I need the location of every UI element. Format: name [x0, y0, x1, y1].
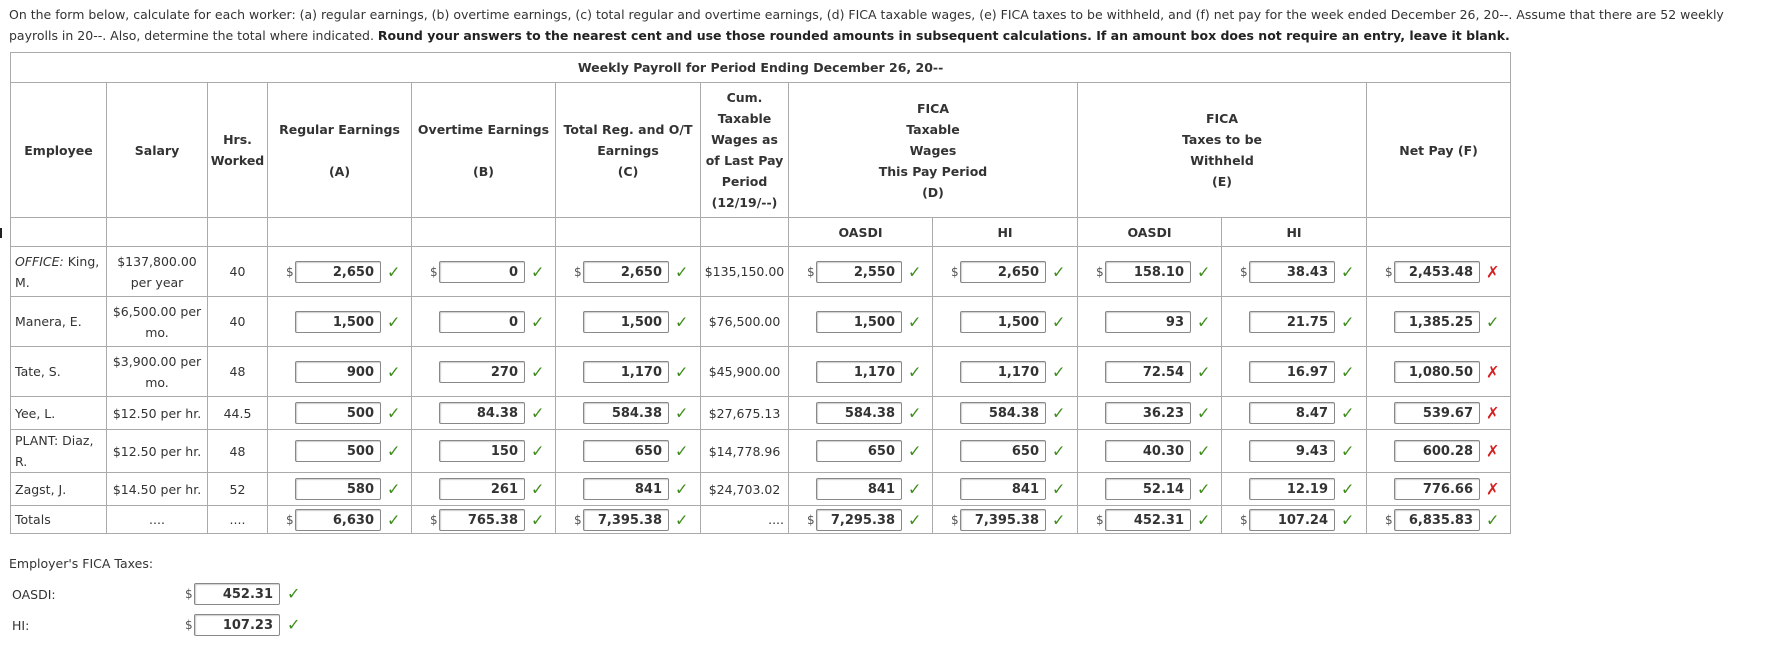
check-icon: ✓: [908, 441, 922, 461]
wages-oasdi-cell: [789, 297, 933, 347]
dollar-sign: $: [430, 512, 438, 527]
wages-oasdi-input[interactable]: 1,170: [816, 361, 902, 383]
check-icon: ✓: [531, 479, 545, 499]
overtime-cell: [412, 473, 556, 506]
table-row: [11, 347, 1511, 397]
net-input[interactable]: 1,385.25: [1394, 311, 1480, 333]
hours-worked: 48: [208, 347, 268, 397]
tax-oasdi-input[interactable]: 158.10: [1105, 261, 1191, 283]
regular-cell: [268, 397, 412, 430]
salary: $6,500.00 per mo.: [107, 297, 208, 347]
wages-oasdi-cell: [789, 473, 933, 506]
employee-name-text: Tate, S.: [15, 364, 61, 379]
net-input[interactable]: 776.66: [1394, 478, 1480, 500]
dollar-sign: $: [951, 264, 959, 279]
net-cell: [1367, 430, 1511, 473]
header-overtime: Overtime Earnings (B): [412, 83, 556, 218]
dollar-sign: $: [1240, 512, 1248, 527]
check-icon: ✓: [387, 479, 401, 499]
header-salary: Salary: [107, 83, 208, 218]
wages-hi-cell: [933, 430, 1078, 473]
check-icon: ✓: [908, 312, 922, 331]
check-icon: ✓: [1052, 441, 1066, 461]
hours-worked: 48: [208, 430, 268, 473]
total-tax-hi-input[interactable]: 107.24: [1249, 509, 1335, 531]
subheader-wages-oasdi: OASDI: [789, 218, 933, 247]
check-icon: ✓: [1197, 403, 1211, 423]
total-input[interactable]: 1,500: [583, 311, 669, 333]
employee-name: [11, 430, 107, 473]
check-icon: ✓: [531, 312, 545, 331]
total-wages-hi-input[interactable]: 7,395.38: [960, 509, 1046, 531]
check-icon: ✓: [1486, 510, 1500, 529]
total-net-input[interactable]: 6,835.83: [1394, 509, 1480, 531]
check-icon: ✓: [908, 510, 922, 529]
check-icon: ✓: [1341, 510, 1355, 529]
left-edge-marker: [0, 228, 2, 238]
employer-oasdi-input[interactable]: 452.31: [194, 583, 280, 605]
employee-name: [11, 297, 107, 347]
overtime-input[interactable]: 270: [439, 361, 525, 383]
employer-oasdi-label: OASDI:: [12, 587, 56, 602]
total-cell: [556, 430, 701, 473]
wages-oasdi-input[interactable]: 1,500: [816, 311, 902, 333]
tax-oasdi-cell: [1078, 473, 1222, 506]
total-regular-input[interactable]: 6,630: [295, 509, 381, 531]
tax-oasdi-input[interactable]: 52.14: [1105, 478, 1191, 500]
tax-hi-input[interactable]: 16.97: [1249, 361, 1335, 383]
net-cell: [1367, 347, 1511, 397]
check-icon: ✓: [675, 510, 689, 529]
check-icon: ✓: [1341, 362, 1355, 381]
check-icon: ✓: [675, 362, 689, 381]
regular-input[interactable]: 500: [295, 440, 381, 462]
employee-name-text: King, M.: [15, 253, 100, 290]
net-cell: [1367, 473, 1511, 506]
tax-hi-cell: [1222, 297, 1367, 347]
employee-name: [11, 473, 107, 506]
wages-hi-input[interactable]: 1,500: [960, 311, 1046, 333]
total-cell: [556, 247, 701, 297]
wages-hi-input[interactable]: 841: [960, 478, 1046, 500]
dollar-sign: $: [185, 618, 193, 632]
check-icon: ✓: [908, 479, 922, 499]
net-cell: [1367, 297, 1511, 347]
tax-hi-cell: [1222, 347, 1367, 397]
check-icon: ✓: [1052, 510, 1066, 529]
table-row: [11, 397, 1511, 430]
subheader-wages-hi: HI: [933, 218, 1078, 247]
check-icon: ✓: [675, 262, 689, 281]
dollar-sign: $: [574, 512, 582, 527]
total-regular-cell: [268, 506, 412, 534]
check-icon: ✓: [287, 584, 301, 603]
employee-name-text: PLANT: Diaz, R.: [15, 433, 94, 469]
check-icon: ✓: [531, 441, 545, 461]
overtime-input[interactable]: 0: [439, 311, 525, 333]
check-icon: ✓: [387, 312, 401, 331]
wages-hi-input[interactable]: 650: [960, 440, 1046, 462]
check-icon: ✓: [387, 362, 401, 381]
regular-input[interactable]: 2,650: [295, 261, 381, 283]
table-row: [11, 430, 1511, 473]
hours-worked: 40: [208, 247, 268, 297]
total-net-cell: [1367, 506, 1511, 534]
dollar-sign: $: [807, 512, 815, 527]
wages-hi-input[interactable]: 1,170: [960, 361, 1046, 383]
subheader-taxes-hi: HI: [1222, 218, 1367, 247]
wages-oasdi-input[interactable]: 584.38: [816, 402, 902, 424]
hours-worked: 44.5: [208, 397, 268, 430]
check-icon: ✓: [1197, 262, 1211, 281]
hours-worked: 40: [208, 297, 268, 347]
dollar-sign: $: [574, 264, 582, 279]
dollar-sign: $: [951, 512, 959, 527]
header-employee: Employee: [11, 83, 107, 218]
check-icon: ✓: [387, 403, 401, 423]
table-row: [11, 247, 1511, 297]
table-row: [11, 473, 1511, 506]
employee-name: [11, 397, 107, 430]
check-icon: ✓: [675, 479, 689, 499]
net-cell: [1367, 397, 1511, 430]
dollar-sign: $: [1240, 264, 1248, 279]
tax-oasdi-input[interactable]: 40.30: [1105, 440, 1191, 462]
check-icon: ✓: [1052, 403, 1066, 423]
overtime-cell: [412, 247, 556, 297]
check-icon: ✓: [675, 312, 689, 331]
overtime-input[interactable]: 0: [439, 261, 525, 283]
net-input[interactable]: 2,453.48: [1394, 261, 1480, 283]
cumulative-wages: $24,703.02: [701, 473, 789, 506]
dollar-sign: $: [1096, 512, 1104, 527]
hours-worked: 52: [208, 473, 268, 506]
cumulative-wages: $45,900.00: [701, 347, 789, 397]
cross-icon: ✗: [1486, 441, 1500, 461]
regular-cell: [268, 347, 412, 397]
overtime-input[interactable]: 84.38: [439, 402, 525, 424]
total-input[interactable]: 650: [583, 440, 669, 462]
instructions-text: On the form below, calculate for each worker: (a) regular earnings, (b) overtime earnings, (c) total regular and overtime earnings, (d) FICA taxable wages, (e) FICA taxes to be withheld, and (f) net pay for the week ended December 26, 20--. Assume that there are 52 weekly payrolls in 20--. Also, determine the total where indicated.: [9, 7, 1724, 43]
salary: $12.50 per hr.: [107, 397, 208, 430]
dollar-sign: $: [286, 264, 294, 279]
total-input[interactable]: 584.38: [583, 402, 669, 424]
department-label: OFFICE:: [15, 253, 64, 269]
salary: $12.50 per hr.: [107, 430, 208, 473]
cumulative-wages: $27,675.13: [701, 397, 789, 430]
header-cumulative: Cum. Taxable Wages as of Last Pay Period (12/19/--): [701, 83, 789, 218]
employee-name-text: Zagst, J.: [15, 481, 67, 497]
total-wages-oasdi-cell: [789, 506, 933, 534]
net-input[interactable]: 600.28: [1394, 440, 1480, 462]
dollar-sign: $: [1096, 264, 1104, 279]
employee-name-text: Yee, L.: [15, 405, 56, 421]
net-input[interactable]: 1,080.50: [1394, 361, 1480, 383]
check-icon: ✓: [1341, 441, 1355, 461]
instructions-bold-text: Round your answers to the nearest cent and use those rounded amounts in subsequent calculations. If an amount box does not require an entry, leave it blank.: [377, 28, 1510, 43]
check-icon: ✓: [1052, 362, 1066, 381]
wages-hi-input[interactable]: 584.38: [960, 402, 1046, 424]
total-total-input[interactable]: 7,395.38: [583, 509, 669, 531]
header-hours: Hrs. Worked: [208, 83, 268, 218]
wages-hi-cell: [933, 297, 1078, 347]
wages-hi-cell: [933, 397, 1078, 430]
regular-cell: [268, 473, 412, 506]
salary: $3,900.00 per mo.: [107, 347, 208, 397]
tax-oasdi-cell: [1078, 430, 1222, 473]
check-icon: ✓: [287, 615, 301, 634]
regular-input[interactable]: 1,500: [295, 311, 381, 333]
check-icon: ✓: [1197, 441, 1211, 461]
employee-name: [11, 347, 107, 397]
check-icon: ✓: [387, 441, 401, 461]
cumulative-wages: $14,778.96: [701, 430, 789, 473]
overtime-cell: [412, 347, 556, 397]
wages-oasdi-cell: [789, 430, 933, 473]
tax-hi-cell: [1222, 397, 1367, 430]
total-tax-oasdi-cell: [1078, 506, 1222, 534]
overtime-cell: [412, 297, 556, 347]
tax-oasdi-cell: [1078, 347, 1222, 397]
check-icon: ✓: [1197, 362, 1211, 381]
regular-cell: [268, 247, 412, 297]
net-input[interactable]: 539.67: [1394, 402, 1480, 424]
check-icon: ✓: [1197, 479, 1211, 499]
header-fica-wages: FICA Taxable Wages This Pay Period (D): [789, 83, 1078, 218]
wages-oasdi-input[interactable]: 650: [816, 440, 902, 462]
total-tax-hi-cell: [1222, 506, 1367, 534]
tax-oasdi-input[interactable]: 72.54: [1105, 361, 1191, 383]
check-icon: ✓: [387, 510, 401, 529]
check-icon: ✓: [531, 362, 545, 381]
check-icon: ✓: [1052, 479, 1066, 499]
cross-icon: ✗: [1486, 262, 1500, 281]
tax-oasdi-cell: [1078, 297, 1222, 347]
tax-hi-input[interactable]: 8.47: [1249, 402, 1335, 424]
net-cell: [1367, 247, 1511, 297]
header-net-pay: Net Pay (F): [1367, 83, 1511, 218]
check-icon: ✓: [1052, 262, 1066, 281]
tax-oasdi-input[interactable]: 93: [1105, 311, 1191, 333]
regular-cell: [268, 430, 412, 473]
tax-oasdi-input[interactable]: 36.23: [1105, 402, 1191, 424]
employee-name: [11, 247, 107, 297]
check-icon: ✓: [1197, 510, 1211, 529]
tax-hi-input[interactable]: 9.43: [1249, 440, 1335, 462]
wages-oasdi-cell: [789, 397, 933, 430]
employer-hi-label: HI:: [12, 618, 30, 633]
wages-hi-cell: [933, 247, 1078, 297]
header-total: Total Reg. and O/T Earnings (C): [556, 83, 701, 218]
table-row: [11, 297, 1511, 347]
total-wages-oasdi-input[interactable]: 7,295.38: [816, 509, 902, 531]
total-cell: [556, 473, 701, 506]
check-icon: ✓: [1341, 403, 1355, 423]
check-icon: ✓: [675, 441, 689, 461]
check-icon: ✓: [1486, 312, 1500, 331]
total-cell: [556, 347, 701, 397]
wages-oasdi-cell: [789, 347, 933, 397]
check-icon: ✓: [387, 262, 401, 281]
regular-cell: [268, 297, 412, 347]
total-cell: [556, 297, 701, 347]
tax-hi-cell: [1222, 430, 1367, 473]
total-cell: [556, 397, 701, 430]
tax-hi-input[interactable]: 12.19: [1249, 478, 1335, 500]
payroll-table: [10, 52, 1511, 534]
total-input[interactable]: 2,650: [583, 261, 669, 283]
employer-hi-input[interactable]: 107.23: [194, 614, 280, 636]
overtime-cell: [412, 397, 556, 430]
tax-oasdi-cell: [1078, 397, 1222, 430]
cross-icon: ✗: [1486, 403, 1500, 423]
employee-name-text: Manera, E.: [15, 314, 82, 329]
employer-fica-title: Employer's FICA Taxes:: [9, 556, 154, 571]
tax-hi-input[interactable]: 38.43: [1249, 261, 1335, 283]
check-icon: ✓: [675, 403, 689, 423]
cumulative-wages: $76,500.00: [701, 297, 789, 347]
check-icon: ✓: [908, 362, 922, 381]
cumulative-wages: $135,150.00: [701, 247, 789, 297]
tax-oasdi-cell: [1078, 247, 1222, 297]
salary: $14.50 per hr.: [107, 473, 208, 506]
wages-hi-input[interactable]: 2,650: [960, 261, 1046, 283]
check-icon: ✓: [1197, 312, 1211, 331]
dollar-sign: $: [1385, 512, 1393, 527]
check-icon: ✓: [908, 403, 922, 423]
tax-hi-cell: [1222, 247, 1367, 297]
total-tax-oasdi-input[interactable]: 452.31: [1105, 509, 1191, 531]
regular-input[interactable]: 500: [295, 402, 381, 424]
tax-hi-input[interactable]: 21.75: [1249, 311, 1335, 333]
total-input[interactable]: 1,170: [583, 361, 669, 383]
dollar-sign: $: [1385, 264, 1393, 279]
total-total-cell: [556, 506, 701, 534]
overtime-input[interactable]: 150: [439, 440, 525, 462]
overtime-cell: [412, 430, 556, 473]
wages-oasdi-cell: [789, 247, 933, 297]
header-regular: Regular Earnings (A): [268, 83, 412, 218]
check-icon: ✓: [1341, 312, 1355, 331]
total-input[interactable]: 841: [583, 478, 669, 500]
cross-icon: ✗: [1486, 479, 1500, 499]
subheader-taxes-oasdi: OASDI: [1078, 218, 1222, 247]
salary: $137,800.00 per year: [107, 247, 208, 297]
check-icon: ✓: [1052, 312, 1066, 331]
tax-hi-cell: [1222, 473, 1367, 506]
wages-oasdi-input[interactable]: 841: [816, 478, 902, 500]
header-fica-taxes: FICA Taxes to be Withheld (E): [1078, 83, 1367, 218]
check-icon: ✓: [531, 262, 545, 281]
overtime-input[interactable]: 261: [439, 478, 525, 500]
dollar-sign: $: [286, 512, 294, 527]
totals-row: [11, 506, 1511, 534]
total-wages-hi-cell: [933, 506, 1078, 534]
instructions: [9, 4, 1774, 46]
totals-hours-dots: ....: [208, 506, 268, 534]
wages-hi-cell: [933, 347, 1078, 397]
dollar-sign: $: [185, 587, 193, 601]
wages-oasdi-input[interactable]: 2,550: [816, 261, 902, 283]
cross-icon: ✗: [1486, 362, 1500, 381]
regular-input[interactable]: 580: [295, 478, 381, 500]
check-icon: ✓: [531, 510, 545, 529]
totals-cum-dots: ....: [701, 506, 789, 534]
check-icon: ✓: [1341, 262, 1355, 281]
check-icon: ✓: [1341, 479, 1355, 499]
dollar-sign: $: [430, 264, 438, 279]
totals-salary-dots: ....: [107, 506, 208, 534]
check-icon: ✓: [531, 403, 545, 423]
totals-label: Totals: [11, 506, 107, 534]
check-icon: ✓: [908, 262, 922, 281]
regular-input[interactable]: 900: [295, 361, 381, 383]
total-overtime-cell: [412, 506, 556, 534]
total-overtime-input[interactable]: 765.38: [439, 509, 525, 531]
dollar-sign: $: [807, 264, 815, 279]
table-title: Weekly Payroll for Period Ending December 26, 20--: [11, 53, 1511, 83]
payroll-rows: [11, 247, 1511, 534]
wages-hi-cell: [933, 473, 1078, 506]
